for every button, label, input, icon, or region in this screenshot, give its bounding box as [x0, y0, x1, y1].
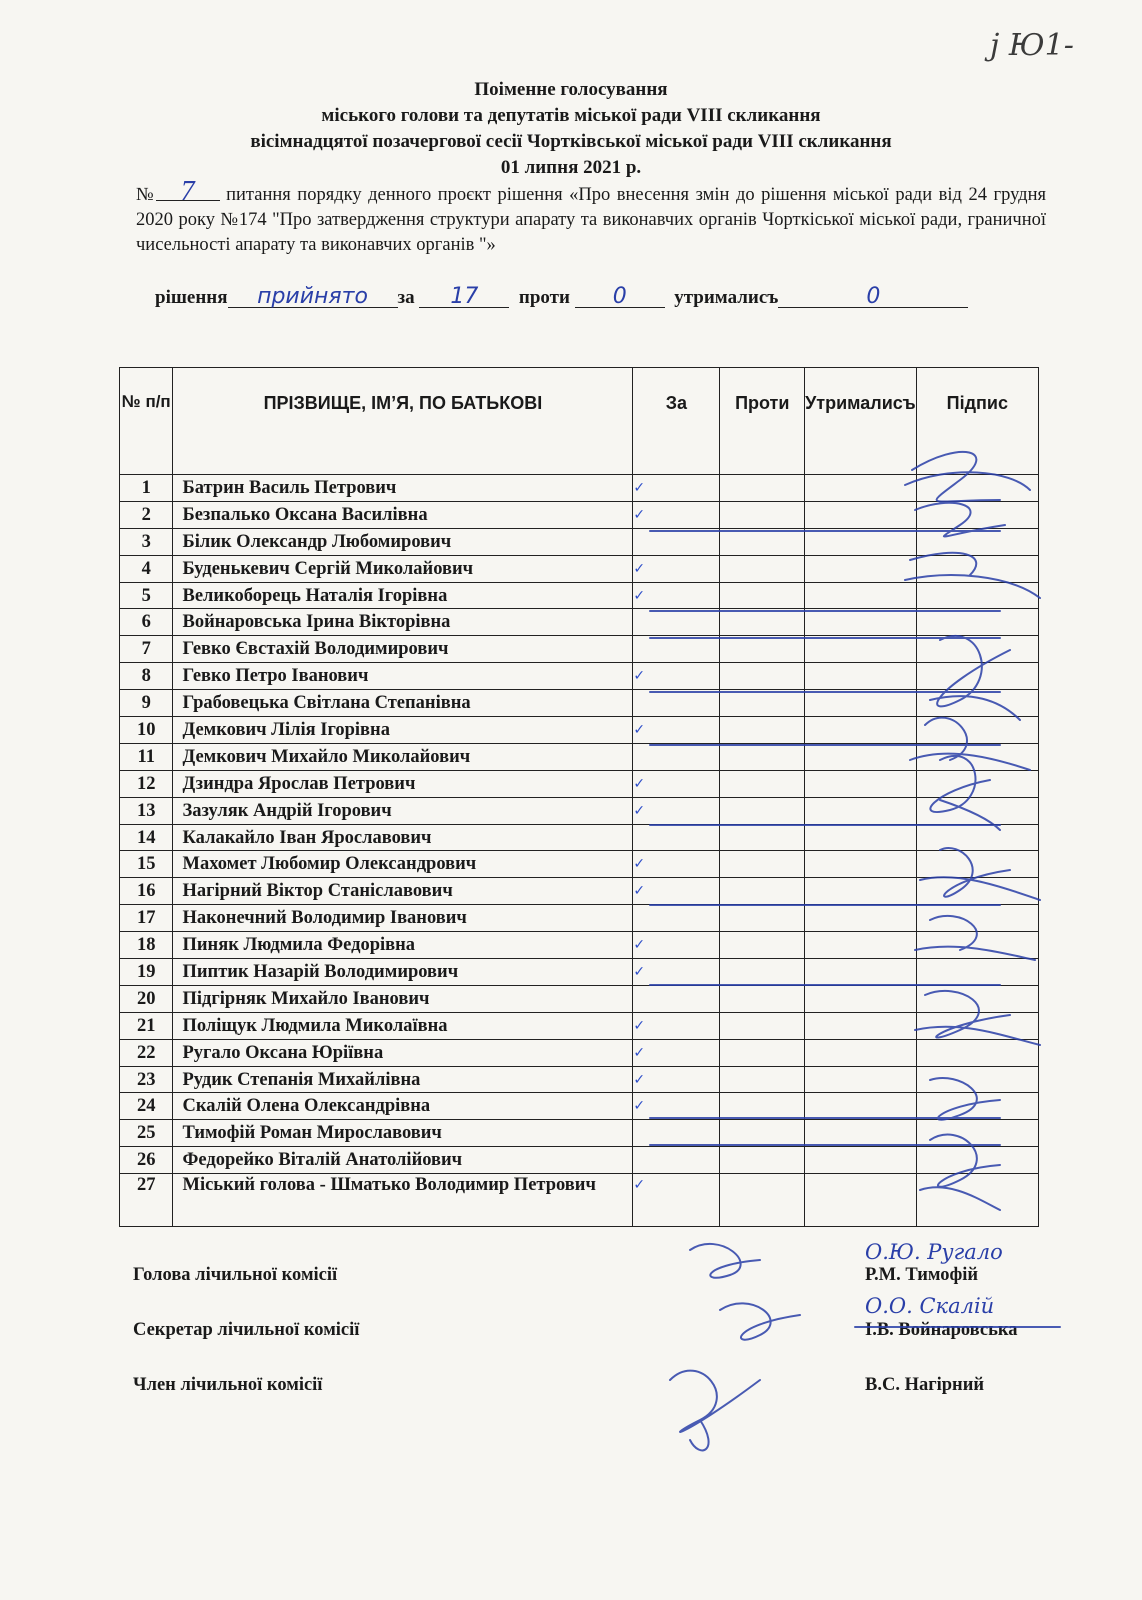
table-row [120, 905, 1039, 932]
row-for-mark: ✓ [633, 555, 720, 582]
row-number: 20 [120, 985, 173, 1012]
row-number: 16 [120, 878, 173, 905]
row-signature [916, 501, 1038, 528]
row-number: 2 [120, 501, 173, 528]
row-against [720, 1120, 805, 1147]
row-number: 13 [120, 797, 173, 824]
row-abstain [805, 609, 917, 636]
row-signature [916, 663, 1038, 690]
against-value: 0 [575, 287, 665, 308]
row-for-mark: ✓ [633, 1093, 720, 1120]
row-for-mark [633, 528, 720, 555]
row-signature [916, 1147, 1038, 1174]
row-name: Безпалько Оксана Василівна [173, 501, 633, 528]
row-name: Великоборець Наталія Ігорівна [173, 582, 633, 609]
row-abstain [805, 851, 917, 878]
row-for-mark [633, 690, 720, 717]
table-row [120, 743, 1039, 770]
table-row [120, 636, 1039, 663]
row-name: Буденькевич Сергій Миколайович [173, 555, 633, 582]
agenda-item [136, 176, 1047, 258]
header-name: ПРІЗВИЩЕ, ІМ’Я, ПО БАТЬКОВІ [173, 368, 633, 475]
row-signature [916, 1120, 1038, 1147]
row-signature [916, 1093, 1038, 1120]
row-signature [916, 1039, 1038, 1066]
row-name: Наконечний Володимир Іванович [173, 905, 633, 932]
table-row [120, 609, 1039, 636]
table-row [120, 1093, 1039, 1120]
row-name: Підгірняк Михайло Іванович [173, 985, 633, 1012]
row-against [720, 905, 805, 932]
table-row [120, 959, 1039, 986]
row-signature [916, 609, 1038, 636]
header-abstain: Утрималисъ [805, 368, 917, 475]
row-name: Рудик Степанія Михайлівна [173, 1066, 633, 1093]
row-number: 5 [120, 582, 173, 609]
row-for-mark [633, 1120, 720, 1147]
row-for-mark: ✓ [633, 1039, 720, 1066]
row-against [720, 824, 805, 851]
row-name: Батрин Василь Петрович [173, 475, 633, 502]
row-number: 18 [120, 932, 173, 959]
table-row [120, 851, 1039, 878]
table-row [120, 582, 1039, 609]
row-against [720, 985, 805, 1012]
row-signature [916, 528, 1038, 555]
row-against [720, 1147, 805, 1174]
row-abstain [805, 582, 917, 609]
row-against [720, 475, 805, 502]
row-against [720, 743, 805, 770]
table-row [120, 1147, 1039, 1174]
row-against [720, 851, 805, 878]
row-name: Войнаровська Ірина Вікторівна [173, 609, 633, 636]
row-number: 7 [120, 636, 173, 663]
row-for-mark: ✓ [633, 959, 720, 986]
table-row [120, 1066, 1039, 1093]
abstained-label: утрималисъ [674, 287, 779, 308]
row-against [720, 636, 805, 663]
item-number-value: 7 [156, 184, 220, 201]
row-against [720, 959, 805, 986]
for-value: 17 [419, 287, 509, 308]
row-abstain [805, 959, 917, 986]
row-name: Нагірний Віктор Станіславович [173, 878, 633, 905]
row-name: Махомет Любомир Олександрович [173, 851, 633, 878]
row-name: Білик Олександр Любомирович [173, 528, 633, 555]
row-against [720, 501, 805, 528]
table-row [120, 770, 1039, 797]
abstained-value: 0 [778, 287, 968, 308]
handwritten-note-2: О.О. Скалій [865, 1294, 995, 1318]
row-for-mark: ✓ [633, 663, 720, 690]
row-signature [916, 582, 1038, 609]
table-row [120, 1039, 1039, 1066]
row-name: Поліщук Людмила Миколаївна [173, 1012, 633, 1039]
row-signature [916, 690, 1038, 717]
row-name: Пиптик Назарій Володимирович [173, 959, 633, 986]
row-against [720, 1012, 805, 1039]
row-signature [916, 1174, 1038, 1227]
row-for-mark [633, 1147, 720, 1174]
row-for-mark: ✓ [633, 797, 720, 824]
row-signature [916, 797, 1038, 824]
head-name: Р.М. Тимофій [865, 1265, 979, 1285]
item-number-prefix: № [136, 185, 156, 205]
row-abstain [805, 1174, 917, 1227]
doc-subtitle-1: міського голови та депутатів міської ради VIII скликання [321, 105, 821, 126]
row-name: Гевко Євстахій Володимирович [173, 636, 633, 663]
row-signature [916, 1012, 1038, 1039]
row-abstain [805, 1039, 917, 1066]
row-signature [916, 1066, 1038, 1093]
row-abstain [805, 1120, 917, 1147]
row-against [720, 582, 805, 609]
row-signature [916, 851, 1038, 878]
row-signature [916, 743, 1038, 770]
row-for-mark: ✓ [633, 770, 720, 797]
row-abstain [805, 636, 917, 663]
row-signature [916, 475, 1038, 502]
header-against: Проти [720, 368, 805, 475]
row-abstain [805, 770, 917, 797]
row-number: 21 [120, 1012, 173, 1039]
row-number: 24 [120, 1093, 173, 1120]
row-name: Тимофій Роман Мирославович [173, 1120, 633, 1147]
header-num: № п/п [120, 368, 173, 475]
table-row [120, 1012, 1039, 1039]
row-number: 22 [120, 1039, 173, 1066]
row-for-mark: ✓ [633, 582, 720, 609]
row-abstain [805, 985, 917, 1012]
corner-handwritten-note: ј Ю1- [990, 28, 1074, 63]
table-row [120, 663, 1039, 690]
row-signature [916, 905, 1038, 932]
row-name: Дзиндра Ярослав Петрович [173, 770, 633, 797]
row-against [720, 663, 805, 690]
table-row [120, 932, 1039, 959]
row-name: Зазуляк Андрій Ігорович [173, 797, 633, 824]
table-row [120, 797, 1039, 824]
row-abstain [805, 743, 917, 770]
row-for-mark [633, 609, 720, 636]
decision-label: рішення [155, 287, 228, 308]
row-for-mark: ✓ [633, 1012, 720, 1039]
row-for-mark [633, 636, 720, 663]
row-signature [916, 878, 1038, 905]
decision-line [155, 284, 968, 309]
row-abstain [805, 555, 917, 582]
row-abstain [805, 501, 917, 528]
table-row [120, 1174, 1039, 1227]
commission-signature [670, 1371, 760, 1451]
row-against [720, 609, 805, 636]
header-signature: Підпис [916, 368, 1038, 475]
row-signature [916, 932, 1038, 959]
member-label: Член лічильної комісії [133, 1375, 323, 1395]
row-abstain [805, 717, 917, 744]
row-number: 3 [120, 528, 173, 555]
row-name: Пиняк Людмила Федорівна [173, 932, 633, 959]
doc-subtitle-2: вісімнадцятої позачергової сесії Чортківської міської ради VIII скликання [250, 131, 892, 152]
row-name: Міський голова - Шматько Володимир Петрович [173, 1174, 633, 1227]
row-number: 17 [120, 905, 173, 932]
row-against [720, 878, 805, 905]
row-against [720, 770, 805, 797]
row-name: Калакайло Іван Ярославович [173, 824, 633, 851]
votes-table [119, 367, 1039, 1227]
row-number: 19 [120, 959, 173, 986]
row-against [720, 932, 805, 959]
row-against [720, 717, 805, 744]
row-abstain [805, 528, 917, 555]
row-name: Ругало Оксана Юріївна [173, 1039, 633, 1066]
table-row [120, 501, 1039, 528]
row-against [720, 1066, 805, 1093]
row-number: 6 [120, 609, 173, 636]
row-number: 10 [120, 717, 173, 744]
row-for-mark: ✓ [633, 1066, 720, 1093]
row-abstain [805, 475, 917, 502]
head-label: Голова лічильної комісії [133, 1265, 338, 1285]
row-for-mark: ✓ [633, 717, 720, 744]
row-for-mark: ✓ [633, 851, 720, 878]
row-number: 25 [120, 1120, 173, 1147]
row-abstain [805, 1066, 917, 1093]
row-number: 15 [120, 851, 173, 878]
row-for-mark: ✓ [633, 1174, 720, 1227]
table-row [120, 528, 1039, 555]
commission-signature [720, 1303, 800, 1339]
row-number: 4 [120, 555, 173, 582]
row-abstain [805, 878, 917, 905]
row-abstain [805, 663, 917, 690]
row-for-mark [633, 985, 720, 1012]
row-against [720, 555, 805, 582]
handwritten-note-1: О.Ю. Ругало [865, 1240, 1003, 1264]
row-abstain [805, 690, 917, 717]
decision-value: прийнято [228, 287, 398, 308]
row-signature [916, 959, 1038, 986]
row-name: Скалій Олена Олександрівна [173, 1093, 633, 1120]
row-abstain [805, 1012, 917, 1039]
row-number: 9 [120, 690, 173, 717]
row-signature [916, 636, 1038, 663]
row-for-mark: ✓ [633, 932, 720, 959]
row-number: 11 [120, 743, 173, 770]
header-for: За [633, 368, 720, 475]
row-signature [916, 717, 1038, 744]
item-text: питання порядку денного проєкт рішення «Про внесення змін до рішення міської ради від 24 грудня 2020 року №174 "Про затвердження структури апарату та виконавчих органів Чорткіської міської ради, граничної чисельності апарату та виконавчих органів "» [136, 185, 1047, 255]
row-number: 23 [120, 1066, 173, 1093]
table-row [120, 717, 1039, 744]
row-for-mark [633, 743, 720, 770]
row-signature [916, 770, 1038, 797]
row-number: 14 [120, 824, 173, 851]
row-for-mark [633, 824, 720, 851]
table-row [120, 985, 1039, 1012]
row-against [720, 1039, 805, 1066]
row-abstain [805, 797, 917, 824]
row-for-mark [633, 905, 720, 932]
row-signature [916, 555, 1038, 582]
row-signature [916, 824, 1038, 851]
doc-date: 01 липня 2021 р. [500, 157, 642, 178]
table-row [120, 475, 1039, 502]
row-for-mark: ✓ [633, 878, 720, 905]
secretary-name: І.В. Войнаровська [865, 1320, 1018, 1340]
row-signature [916, 985, 1038, 1012]
for-label: за [397, 287, 415, 308]
row-name: Гевко Петро Іванович [173, 663, 633, 690]
row-abstain [805, 932, 917, 959]
row-name: Федорейко Віталій Анатолійович [173, 1147, 633, 1174]
row-abstain [805, 905, 917, 932]
row-name: Грабовецька Світлана Степанівна [173, 690, 633, 717]
row-against [720, 1174, 805, 1227]
row-abstain [805, 1147, 917, 1174]
row-for-mark: ✓ [633, 475, 720, 502]
commission-signature [690, 1244, 760, 1278]
row-name: Демкович Михайло Миколайович [173, 743, 633, 770]
doc-title: Поіменне голосування [474, 79, 668, 100]
row-number: 1 [120, 475, 173, 502]
row-abstain [805, 1093, 917, 1120]
row-against [720, 1093, 805, 1120]
table-row [120, 690, 1039, 717]
table-row [120, 824, 1039, 851]
table-row [120, 1120, 1039, 1147]
row-number: 26 [120, 1147, 173, 1174]
row-against [720, 797, 805, 824]
against-label: проти [518, 287, 570, 308]
row-number: 8 [120, 663, 173, 690]
row-against [720, 690, 805, 717]
table-row [120, 555, 1039, 582]
row-name: Демкович Лілія Ігорівна [173, 717, 633, 744]
table-row [120, 878, 1039, 905]
row-number: 27 [120, 1174, 173, 1227]
secretary-label: Секретар лічильної комісії [133, 1320, 360, 1340]
row-against [720, 528, 805, 555]
row-number: 12 [120, 770, 173, 797]
row-abstain [805, 824, 917, 851]
member-name: В.С. Нагірний [865, 1375, 985, 1395]
row-for-mark: ✓ [633, 501, 720, 528]
table-header-row [120, 368, 1039, 475]
